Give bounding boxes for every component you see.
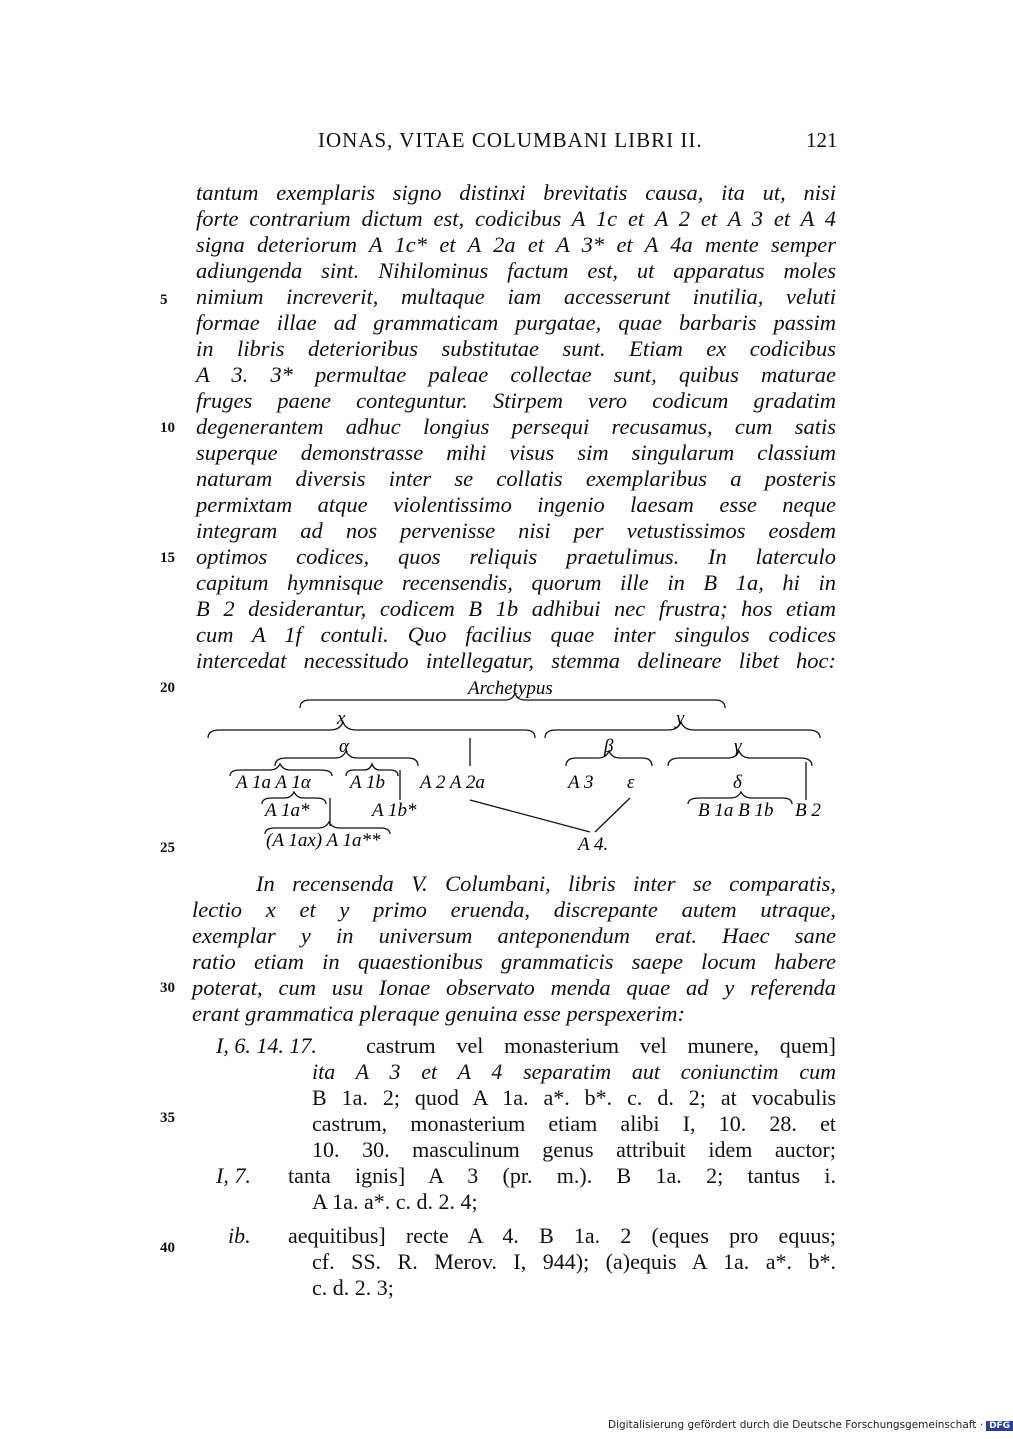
text-line: cum A 1f contuli. Quo facilius quae inter singulos codices [196, 622, 836, 647]
line-number: 25 [160, 840, 175, 856]
page-number: 121 [806, 128, 838, 152]
apparatus-line: aequitibus] recte A 4. B 1a. 2 (eques pro equus; [288, 1223, 836, 1248]
brace-x [208, 722, 535, 738]
brace-a1a-star [262, 792, 326, 804]
brace-a1ax [265, 822, 390, 834]
label-a1a-a1alpha: A 1a A 1α [236, 772, 311, 793]
line-number: 15 [160, 550, 175, 566]
text-line: formae illae ad grammaticam purgatae, quae barbaris passim [196, 310, 836, 335]
text-line: signa deteriorum A 1c* et A 2a et A 3* et A 4a mente semper [196, 232, 836, 257]
text-line: forte contrarium dictum est, codicibus A 1c et A 2 et A 3 et A 4 [196, 206, 836, 231]
text-line: erant grammatica pleraque genuina esse perspexerim: [192, 1001, 686, 1026]
text-line: exemplar y in universum anteponendum erat. Haec sane [192, 923, 836, 948]
brace-a1a [230, 764, 332, 776]
brace-delta [688, 792, 792, 804]
apparatus-line: A 1a. a*. c. d. 2. 4; [312, 1189, 478, 1214]
label-a3: A 3 [568, 772, 594, 793]
text-line: nimium increverit, multaque iam accesserunt inutilia, veluti [196, 284, 836, 309]
apparatus-line: ita A 3 et A 4 separatim aut coniunctim cum [312, 1059, 836, 1084]
text-line: optimos codices, quos reliquis praetulimus. In laterculo [196, 544, 836, 569]
line-number: 30 [160, 980, 175, 996]
label-x: x [337, 708, 346, 729]
apparatus-line: castrum vel monasterium vel munere, quem] [366, 1033, 836, 1058]
text-line: fruges paene conteguntur. Stirpem vero codicum gradatim [196, 388, 836, 413]
text-line: B 2 desiderantur, codicem B 1b adhibui nec frustra; hos etiam [196, 596, 836, 621]
running-title: IONAS, VITAE COLUMBANI LIBRI II. [318, 128, 703, 152]
text-line: ratio etiam in quaestionibus grammaticis saepe locum habere [192, 949, 836, 974]
text-line: A 3. 3* permultae paleae collectae sunt, quibus maturae [196, 362, 836, 387]
brace-gamma [668, 751, 812, 766]
apparatus-ref: ib. [228, 1223, 251, 1248]
label-epsilon: ε [627, 772, 635, 793]
label-delta: δ [733, 772, 742, 793]
text-line: In recensenda V. Columbani, libris inter se comparatis, [256, 871, 836, 896]
line-number: 35 [160, 1110, 175, 1126]
apparatus-line: cf. SS. R. Merov. I, 944); (a)equis A 1a. a*. b*. [312, 1249, 836, 1274]
brace-alpha [275, 751, 418, 766]
apparatus-ref: I, 6. 14. 17. [216, 1033, 317, 1058]
label-alpha: α [339, 736, 349, 757]
footer-credit [608, 1419, 1013, 1431]
label-a1b-star: A 1b* [372, 800, 417, 821]
brace-a1b [346, 764, 398, 776]
label-b2: B 2 [795, 800, 821, 821]
apparatus-line: B 1a. 2; quod A 1a. a*. b*. c. d. 2; at vocabulis [312, 1085, 836, 1110]
apparatus-line: castrum, monasterium etiam alibi I, 10. 28. et [312, 1111, 836, 1136]
label-a1ax-a1a-dstar: (A 1ax) A 1a** [266, 830, 381, 851]
text-line: capitum hymnisque recensendis, quorum ille in B 1a, hi in [196, 570, 836, 595]
label-a4: A 4. [578, 834, 609, 855]
text-line: in libris deterioribus substitutae sunt. Etiam ex codicibus [196, 336, 836, 361]
text-line: adiungenda sint. Nihilominus factum est, ut apparatus moles [196, 258, 836, 283]
text-line: tantum exemplaris signo distinxi brevitatis causa, ita ut, nisi [196, 180, 836, 205]
dfg-logo: DFG [986, 1421, 1013, 1431]
text-line: permixtam atque violentissimo ingenio laesam esse neque [196, 492, 836, 517]
apparatus-line: tanta ignis] A 3 (pr. m.). B 1a. 2; tantus i. [288, 1163, 836, 1188]
text-line: superque demonstrasse mihi visus sim singularum classium [196, 440, 836, 465]
footer-text: Digitalisierung gefördert durch die Deutsche Forschungsgemeinschaft · [608, 1419, 984, 1431]
apparatus-ref: I, 7. [216, 1163, 251, 1188]
brace-archetypus [300, 693, 725, 708]
text-line: naturam diversis inter se collatis exemplaribus a posteris [196, 466, 836, 491]
label-a2-a2a: A 2 A 2a [420, 772, 485, 793]
apparatus-line: c. d. 2. 3; [312, 1275, 394, 1300]
label-beta: β [604, 736, 614, 757]
label-gamma: γ [734, 736, 742, 757]
label-a1a-star: A 1a* [265, 800, 310, 821]
text-line: lectio x et y primo eruenda, discrepante autem utraque, [192, 897, 836, 922]
line-to-a4-right [595, 798, 630, 832]
label-archetypus: Archetypus [468, 678, 553, 699]
text-line: degenerantem adhuc longius persequi recusamus, cum satis [196, 414, 836, 439]
line-number: 10 [160, 420, 175, 436]
line-to-a4-left [470, 800, 590, 832]
line-number: 20 [160, 680, 175, 696]
text-line: intercedat necessitudo intellegatur, stemma delineare libet hoc: [196, 648, 836, 673]
label-a1b: A 1b [350, 772, 386, 793]
brace-beta [566, 751, 652, 766]
text-line: poterat, cum usu Ionae observato menda quae ad y referenda [192, 975, 836, 1000]
brace-y [545, 722, 820, 738]
apparatus-line: 10. 30. masculinum genus attribuit idem auctor; [312, 1137, 836, 1162]
line-number: 40 [160, 1240, 175, 1256]
line-number: 5 [160, 292, 168, 308]
label-y: y [676, 708, 685, 729]
label-b1a-b1b: B 1a B 1b [698, 800, 774, 821]
text-line: integram ad nos pervenisse nisi per vetustissimos eosdem [196, 518, 836, 543]
